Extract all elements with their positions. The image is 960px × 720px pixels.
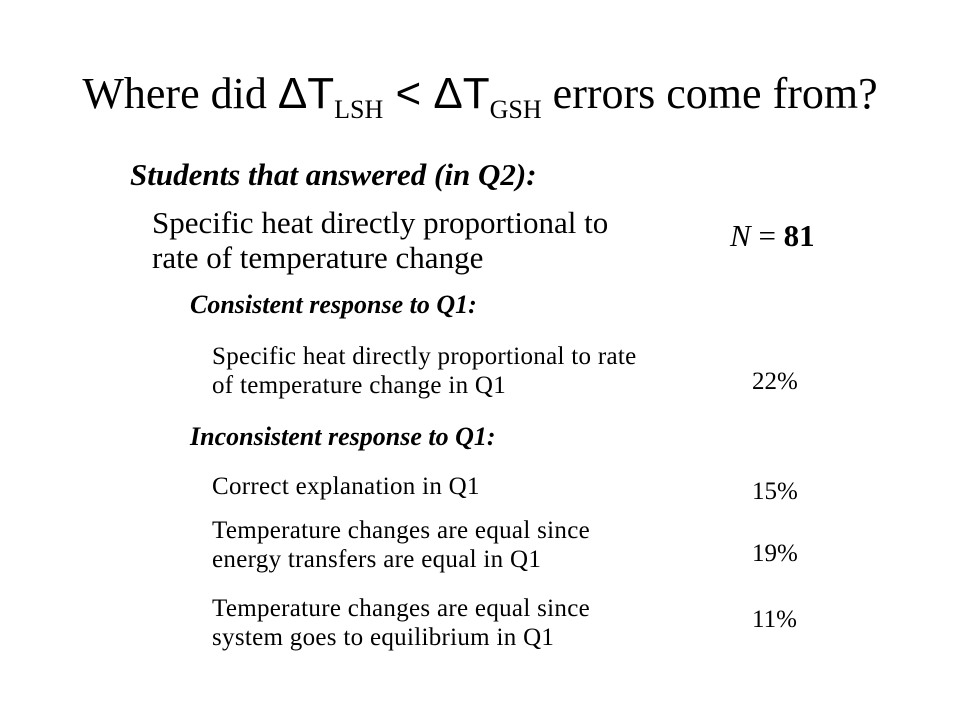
inconsistent-item-percent: 11% <box>752 606 797 633</box>
consistent-heading: Consistent response to Q1: <box>190 290 477 319</box>
sample-size-equals: = <box>750 218 784 253</box>
title-less-than-delta-t-2: < ΔT <box>383 69 490 118</box>
sample-size <box>730 218 815 254</box>
title-suffix: errors come from? <box>541 69 878 118</box>
title-prefix: Where did <box>82 69 278 118</box>
slide-title <box>0 69 960 124</box>
sample-size-label: N <box>730 218 751 253</box>
title-subscript-lsh: LSH <box>334 95 384 124</box>
inconsistent-heading: Inconsistent response to Q1: <box>190 422 496 451</box>
title-subscript-gsh: GSH <box>489 95 542 124</box>
inconsistent-item-text: Temperature changes are equal since energy transfers are equal in Q1 <box>212 517 590 573</box>
inconsistent-item-text: Correct explanation in Q1 <box>212 473 480 500</box>
sample-size-value: 81 <box>783 218 815 253</box>
inconsistent-item-percent: 15% <box>752 478 798 505</box>
main-statement: Specific heat directly proportional to rate of temperature change <box>152 205 609 275</box>
title-delta-t-1: ΔT <box>277 69 335 118</box>
consistent-item-text: Specific heat directly proportional to rate of temperature change in Q1 <box>212 343 637 399</box>
inconsistent-item-text: Temperature changes are equal since system goes to equilibrium in Q1 <box>212 595 590 651</box>
inconsistent-item-percent: 19% <box>752 540 798 567</box>
consistent-item-percent: 22% <box>752 368 798 395</box>
students-heading: Students that answered (in Q2): <box>130 157 537 192</box>
